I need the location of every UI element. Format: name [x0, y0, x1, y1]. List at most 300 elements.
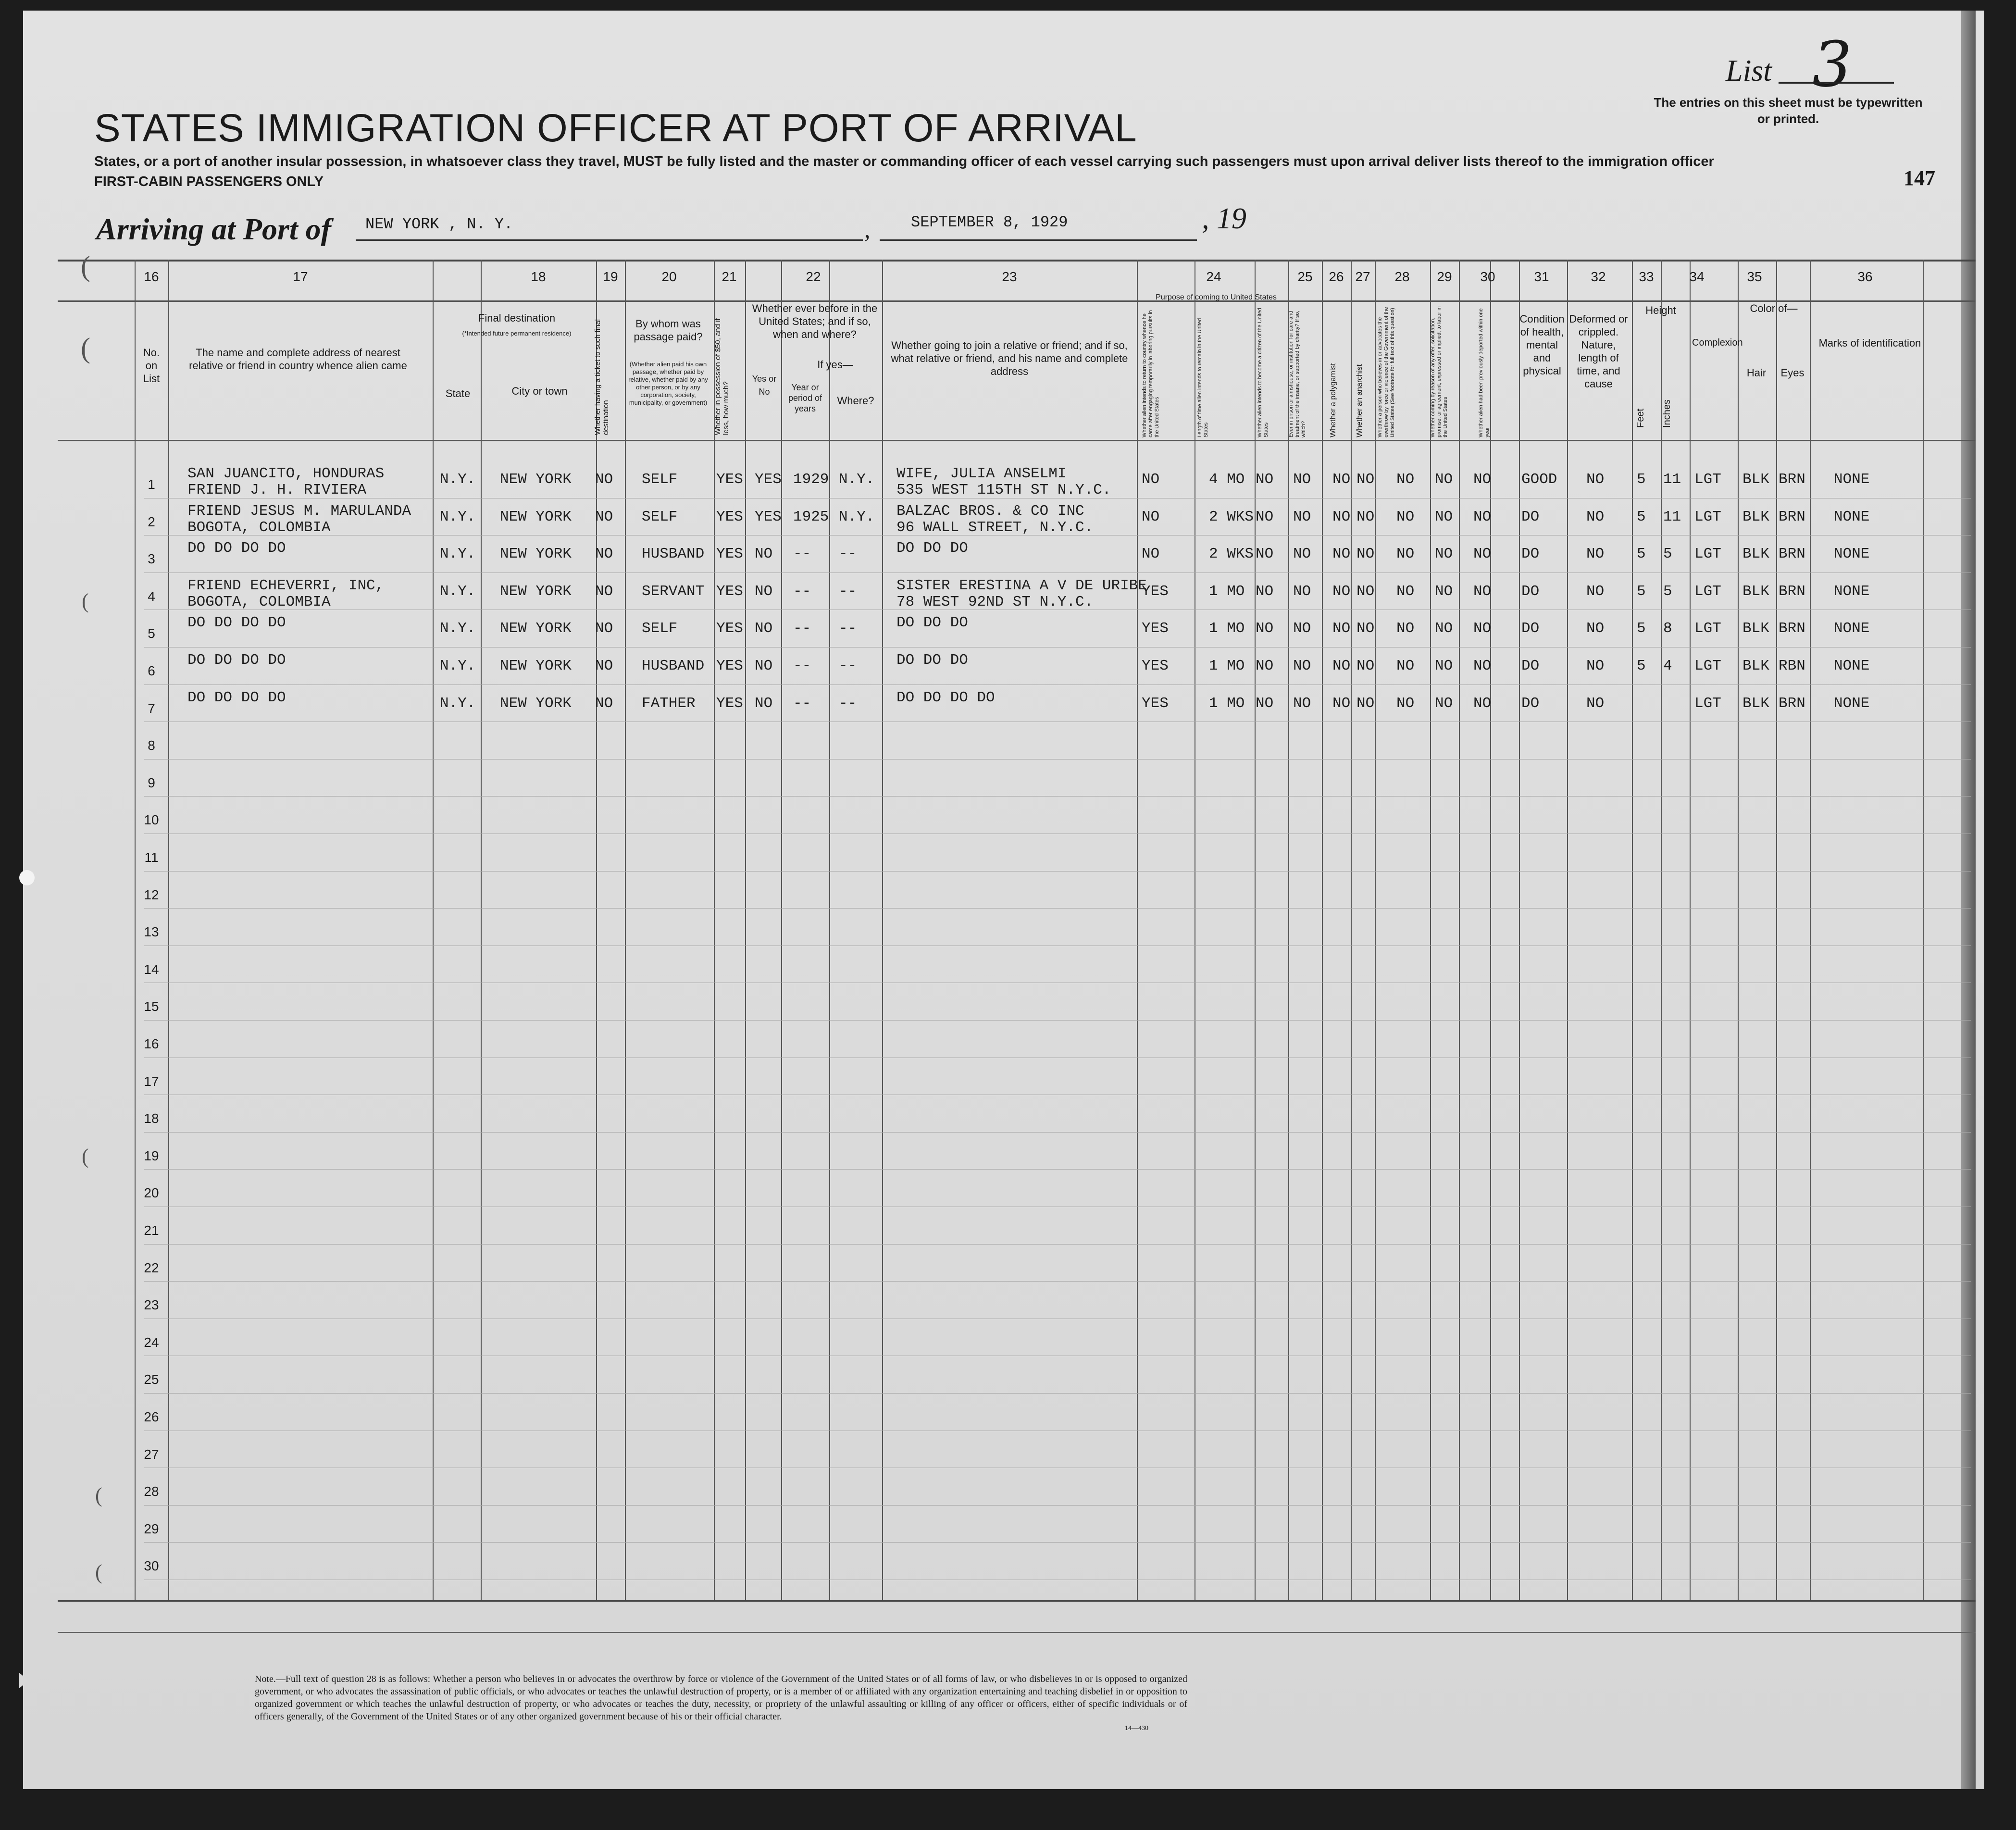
row-number: 14	[144, 961, 159, 977]
column-rule	[781, 260, 782, 1600]
cell-ticket: NO	[595, 695, 613, 712]
arriving-label: Arriving at Port of	[96, 212, 331, 246]
cell-ticket: NO	[595, 658, 613, 674]
hdr-passage-paid: By whom was passage paid?	[634, 318, 703, 343]
ring-mark: (	[82, 589, 89, 613]
column-number: 16	[144, 269, 159, 284]
cell-anarchist: NO	[1356, 471, 1375, 488]
cell-eyes: BRN	[1779, 695, 1805, 712]
column-number: 23	[1002, 269, 1017, 284]
cell-return: YES	[1142, 658, 1169, 674]
cell-complexion: LGT	[1694, 508, 1721, 525]
cell-join-1: SISTER ERESTINA A V DE URIBE	[896, 577, 1147, 594]
cell-q29: NO	[1435, 471, 1453, 488]
cell-year: --	[793, 546, 811, 563]
page-subtitle: States, or a port of another insular possession, in whatsoever class they travel, MUST be fully listed and the master or commanding officer of each vessel carrying such passengers must upon arrival deliver lists thereof to the immigration officer	[94, 154, 1714, 169]
column-number: 30	[1480, 269, 1495, 284]
cell-q30: NO	[1473, 508, 1492, 525]
hdr-prison: Ever in prison or almshouse, or institution for care and treatment of the insane, or supported by charity? If so, which?	[1288, 311, 1307, 437]
cell-join-2: 78 WEST 92ND ST N.Y.C.	[896, 593, 1094, 610]
cell-health: GOOD	[1521, 471, 1557, 488]
cell-deformed: NO	[1586, 620, 1605, 637]
hdr-condition: Condition of health, mental and physical	[1519, 313, 1565, 377]
cell-marks: NONE	[1834, 471, 1870, 488]
row-number: 12	[144, 887, 159, 902]
cell-eyes: BRN	[1779, 620, 1805, 637]
cell-polygamist: NO	[1332, 658, 1351, 674]
cell-inches: 4	[1663, 658, 1672, 674]
cell-join-2: 96 WALL STREET, N.Y.C.	[896, 519, 1094, 536]
cell-prison: NO	[1293, 546, 1311, 563]
hdr-no-on-list: No. on List	[143, 347, 160, 385]
cell-deformed: NO	[1586, 508, 1605, 525]
cell-fifty: YES	[716, 620, 743, 637]
column-rule	[1810, 260, 1811, 1600]
list-number: 3	[1812, 28, 1852, 101]
cell-marks: NONE	[1834, 620, 1870, 637]
column-number: 36	[1857, 269, 1873, 284]
hdr-feet: Feet	[1635, 408, 1646, 428]
cell-hair: BLK	[1742, 658, 1769, 674]
row-number: 8	[148, 738, 155, 753]
cell-citizen: NO	[1256, 695, 1274, 712]
hdr-anarchist: Whether an anarchist	[1356, 364, 1364, 437]
hdr-purpose: Purpose of coming to United States	[1156, 293, 1277, 301]
cell-citizen: NO	[1256, 546, 1274, 563]
cell-length: 1 MO	[1209, 583, 1245, 600]
hdr-year-period: Year or period of years	[788, 383, 822, 413]
cell-paid: HUSBAND	[642, 546, 705, 563]
cell-fifty: YES	[716, 508, 743, 525]
cell-length: 4 MO	[1209, 471, 1245, 488]
cell-hair: BLK	[1742, 583, 1769, 600]
row-number: 20	[144, 1185, 159, 1201]
header-top-rule	[58, 260, 1976, 261]
cell-return: YES	[1142, 583, 1169, 600]
cell-anarchist: NO	[1356, 658, 1375, 674]
cell-q28: NO	[1396, 695, 1415, 712]
cell-before: YES	[755, 471, 782, 488]
cell-eyes: BRN	[1779, 583, 1805, 600]
cell-feet: 5	[1637, 546, 1646, 563]
cell-q28: NO	[1396, 546, 1415, 563]
row-rule	[144, 1281, 1971, 1282]
hdr-hair: Hair	[1746, 367, 1767, 379]
table-bottom-rule	[58, 1600, 1976, 1602]
cell-state: N.Y.	[440, 695, 476, 712]
date-value: SEPTEMBER 8, 1929	[911, 213, 1068, 231]
row-number: 6	[148, 663, 155, 678]
column-rule	[1567, 260, 1568, 1600]
cell-where: --	[839, 546, 857, 563]
row-rule	[144, 1169, 1971, 1170]
cell-state: N.Y.	[440, 658, 476, 674]
row-number: 11	[144, 850, 159, 865]
cell-city: NEW YORK	[500, 508, 572, 525]
column-rule	[596, 260, 597, 1600]
cell-q28: NO	[1396, 620, 1415, 637]
cell-polygamist: NO	[1332, 508, 1351, 525]
column-rule	[1632, 260, 1633, 1600]
cell-return: YES	[1142, 620, 1169, 637]
hdr-purpose-a: Whether alien intends to return to country whence he came after engaging temporarily in laboring pursuits in the United States	[1142, 310, 1160, 437]
cell-anarchist: NO	[1356, 620, 1375, 637]
cell-anarchist: NO	[1356, 508, 1375, 525]
hdr-height: Height	[1645, 304, 1676, 316]
row-number: 26	[144, 1409, 159, 1424]
cell-polygamist: NO	[1332, 546, 1351, 563]
cell-return: NO	[1142, 546, 1160, 563]
cell-inches: 8	[1663, 620, 1672, 637]
column-number: 19	[603, 269, 618, 284]
cell-city: NEW YORK	[500, 471, 572, 488]
cell-fifty: YES	[716, 583, 743, 600]
row-number: 21	[144, 1223, 159, 1238]
cell-feet: 5	[1637, 658, 1646, 674]
cell-health: DO	[1521, 658, 1540, 674]
column-number: 25	[1297, 269, 1313, 284]
colnum-rule	[58, 300, 1976, 302]
cell-q29: NO	[1435, 546, 1453, 563]
cell-relative-1: FRIEND JESUS M. MARULANDA	[187, 502, 411, 520]
hdr-final-destination-note: (*Intended future permanent residence)	[462, 330, 572, 337]
cell-inches: 5	[1663, 546, 1672, 563]
cell-year: 1929	[793, 471, 829, 488]
cell-relative-2: BOGOTA, COLOMBIA	[187, 593, 331, 610]
cell-prison: NO	[1293, 695, 1311, 712]
hdr-inches: Inches	[1662, 399, 1672, 428]
cell-citizen: NO	[1256, 658, 1274, 674]
column-rule	[1255, 260, 1256, 1600]
cell-relative-2: BOGOTA, COLOMBIA	[187, 519, 331, 536]
cell-eyes: BRN	[1779, 546, 1805, 563]
cell-year: 1925	[793, 508, 829, 525]
cell-state: N.Y.	[440, 508, 476, 525]
footnote-rule	[58, 1632, 1976, 1633]
cell-year: --	[793, 695, 811, 712]
ring-mark: (	[82, 1145, 89, 1168]
cell-hair: BLK	[1742, 695, 1769, 712]
column-rule	[1288, 260, 1289, 1600]
hdr-fifty-dollars: Whether in possession of $50, and if less, how much?	[714, 318, 730, 435]
cell-join-1: DO DO DO	[896, 652, 968, 669]
cell-where: --	[839, 620, 857, 637]
cell-deformed: NO	[1586, 658, 1605, 674]
cell-deformed: NO	[1586, 583, 1605, 600]
hdr-final-destination: Final destination	[478, 312, 556, 324]
row-number: 10	[144, 812, 159, 828]
cell-length: 2 WKS	[1209, 508, 1254, 525]
cell-q29: NO	[1435, 620, 1453, 637]
cell-year: --	[793, 658, 811, 674]
cell-paid: HUSBAND	[642, 658, 705, 674]
cell-q30: NO	[1473, 583, 1492, 600]
cell-city: NEW YORK	[500, 583, 572, 600]
cell-q28: NO	[1396, 583, 1415, 600]
cell-eyes: BRN	[1779, 471, 1805, 488]
cell-hair: BLK	[1742, 508, 1769, 525]
ring-mark: (	[95, 1483, 102, 1507]
hdr-where: Where?	[837, 395, 874, 407]
cell-marks: NONE	[1834, 658, 1870, 674]
cell-hair: BLK	[1742, 546, 1769, 563]
form-code: 14—430	[1125, 1725, 1148, 1732]
column-number: 34	[1689, 269, 1705, 284]
cell-relative-2: FRIEND J. H. RIVIERA	[187, 482, 367, 498]
row-number: 24	[144, 1334, 159, 1350]
port-underline	[356, 239, 863, 241]
hdr-passage-paid-note: (Whether alien paid his own passage, whether paid by relative, whether paid by any other person, or by any corporation, society, municipality, or government)	[628, 361, 708, 406]
comma: ,	[864, 216, 871, 243]
cell-before: NO	[755, 658, 773, 674]
column-rule	[135, 260, 136, 1600]
column-rule	[1519, 260, 1520, 1600]
cell-return: YES	[1142, 695, 1169, 712]
cell-paid: SELF	[642, 508, 678, 525]
cell-length: 1 MO	[1209, 620, 1245, 637]
cell-fifty: YES	[716, 695, 743, 712]
hdr-state: State	[445, 387, 471, 399]
row-number: 9	[148, 775, 155, 790]
cell-inches: 11	[1663, 471, 1681, 488]
cell-q30: NO	[1473, 695, 1492, 712]
cell-ticket: NO	[595, 620, 613, 637]
row-rule	[144, 796, 1971, 797]
port-value: NEW YORK , N. Y.	[365, 215, 513, 233]
row-rule	[144, 1393, 1971, 1394]
cell-join-1: WIFE, JULIA ANSELMI	[896, 465, 1067, 482]
row-rule	[144, 1505, 1971, 1506]
list-underline	[1779, 82, 1894, 84]
cell-before: NO	[755, 583, 773, 600]
column-rule	[1459, 260, 1460, 1600]
row-number: 5	[148, 626, 155, 641]
column-rule	[1738, 260, 1739, 1600]
hdr-deformed: Deformed or crippled. Nature, length of time, and cause	[1569, 313, 1628, 390]
hdr-marks: Marks of identification	[1818, 337, 1921, 349]
cell-deformed: NO	[1586, 471, 1605, 488]
cell-join-1: DO DO DO DO	[896, 689, 995, 706]
cell-paid: SERVANT	[642, 583, 705, 600]
cell-complexion: LGT	[1694, 546, 1721, 563]
cell-anarchist: NO	[1356, 695, 1375, 712]
cell-q30: NO	[1473, 546, 1492, 563]
hdr-q29: Whether coming by reason of any offer, solicitation, promise, or agreement, expressed or implied, to labor in the United States	[1430, 306, 1448, 437]
row-number: 16	[144, 1036, 159, 1051]
column-rule	[829, 260, 830, 1600]
column-rule	[1923, 260, 1924, 1600]
cell-complexion: LGT	[1694, 471, 1721, 488]
cell-relative-1: DO DO DO DO	[187, 614, 286, 632]
cell-polygamist: NO	[1332, 620, 1351, 637]
cell-marks: NONE	[1834, 583, 1870, 600]
row-number: 25	[144, 1372, 159, 1387]
column-number: 22	[806, 269, 821, 284]
cell-join-1: DO DO DO	[896, 614, 968, 632]
cell-length: 1 MO	[1209, 695, 1245, 712]
cell-city: NEW YORK	[500, 658, 572, 674]
list-label: List	[1726, 53, 1772, 87]
cell-polygamist: NO	[1332, 695, 1351, 712]
column-rule	[1351, 260, 1352, 1600]
hdr-eyes: Eyes	[1780, 367, 1804, 379]
cell-hair: BLK	[1742, 620, 1769, 637]
hdr-color-of: Color of—	[1750, 302, 1798, 314]
hdr-if-yes: If yes—	[817, 359, 853, 371]
cell-fifty: YES	[716, 546, 743, 563]
cell-join-1: BALZAC BROS. & CO INC	[896, 502, 1084, 520]
column-rule	[1490, 260, 1491, 1600]
cell-polygamist: NO	[1332, 471, 1351, 488]
hdr-join-relative: Whether going to join a relative or friend; and if so, what relative or friend, and his name and complete address	[891, 339, 1128, 377]
column-rule	[882, 260, 883, 1600]
cell-eyes: RBN	[1779, 658, 1805, 674]
cell-where: --	[839, 583, 857, 600]
cell-anarchist: NO	[1356, 546, 1375, 563]
row-number: 2	[148, 514, 155, 529]
column-rule	[745, 260, 746, 1600]
cell-where: N.Y.	[839, 508, 875, 525]
cell-q28: NO	[1396, 508, 1415, 525]
footnote: Note.—Full text of question 28 is as follows: Whether a person who believes in or advocates the overthrow by force or violence of the Government of the United States or of all forms of law, or who disbelieves in or is opposed to organized government, or who advocates the assassination of public officials, or who advocates or teaches the unlawful destruction of property, or is a member of or affiliated with any organization entertaining and teaching disbelief in or opposition to organized government or which teaches the unlawful destruction of property, or who advocates or teaches the duty, necessity, or propriety of the unlawful assaulting or killing of any officer or officers, either of specific individuals or of officers generally, of the Government of the United States or of any other organized government because of his or their official character.	[255, 1674, 1187, 1722]
cell-q29: NO	[1435, 658, 1453, 674]
cell-complexion: LGT	[1694, 695, 1721, 712]
binder-hole	[19, 870, 35, 885]
cell-ticket: NO	[595, 471, 613, 488]
cell-relative-1: DO DO DO DO	[187, 689, 286, 706]
cell-join-1: DO DO DO	[896, 540, 968, 557]
cell-deformed: NO	[1586, 695, 1605, 712]
row-number: 1	[148, 477, 155, 492]
row-number: 4	[148, 588, 155, 604]
column-number: 28	[1394, 269, 1410, 284]
column-number: 27	[1355, 269, 1370, 284]
cell-health: DO	[1521, 695, 1540, 712]
row-rule	[144, 908, 1971, 909]
row-number: 28	[144, 1484, 159, 1499]
cell-before: NO	[755, 620, 773, 637]
cell-eyes: BRN	[1779, 508, 1805, 525]
cell-marks: NONE	[1834, 546, 1870, 563]
cell-fifty: YES	[716, 471, 743, 488]
hdr-nearest-relative: The name and complete address of nearest relative or friend in country whence alien came	[189, 347, 407, 372]
row-number: 19	[144, 1148, 159, 1163]
ring-mark: (	[81, 250, 90, 282]
cell-citizen: NO	[1256, 471, 1274, 488]
cell-paid: FATHER	[642, 695, 696, 712]
row-number: 13	[144, 924, 159, 940]
typewritten-note: The entries on this sheet must be typewritten or printed.	[1654, 95, 1923, 126]
cell-q29: NO	[1435, 508, 1453, 525]
column-number: 35	[1747, 269, 1762, 284]
cell-feet: 5	[1637, 583, 1646, 600]
cell-prison: NO	[1293, 583, 1311, 600]
cell-where: --	[839, 658, 857, 674]
cell-length: 2 WKS	[1209, 546, 1254, 563]
hdr-q28: Whether a person who believes in or advocates the overthrow by force or violence of the Government of the United States (See footnote for full text of this question)	[1377, 307, 1395, 437]
column-rule	[1137, 260, 1138, 1600]
cell-health: DO	[1521, 546, 1540, 563]
cell-hair: BLK	[1742, 471, 1769, 488]
cell-relative-1: SAN JUANCITO, HONDURAS	[187, 465, 385, 482]
cell-inches: 11	[1663, 508, 1681, 525]
cell-health: DO	[1521, 583, 1540, 600]
column-rule	[1690, 260, 1691, 1600]
cell-q30: NO	[1473, 620, 1492, 637]
edge-mark	[19, 1673, 29, 1688]
column-number: 26	[1329, 269, 1344, 284]
page-number: 147	[1904, 166, 1935, 190]
row-number: 22	[144, 1260, 159, 1275]
cell-anarchist: NO	[1356, 583, 1375, 600]
hdr-polygamist: Whether a polygamist	[1329, 363, 1337, 437]
column-number: 21	[722, 269, 737, 284]
row-number: 17	[144, 1073, 159, 1089]
row-rule	[144, 1244, 1971, 1245]
row-number: 18	[144, 1111, 159, 1126]
cell-prison: NO	[1293, 658, 1311, 674]
column-rule	[168, 260, 169, 1600]
hdr-purpose-c: Whether alien intends to become a citizen of the United States	[1257, 308, 1269, 437]
cell-health: DO	[1521, 508, 1540, 525]
cell-q30: NO	[1473, 471, 1492, 488]
cell-complexion: LGT	[1694, 620, 1721, 637]
cell-feet: 5	[1637, 508, 1646, 525]
cell-q28: NO	[1396, 658, 1415, 674]
row-number: 15	[144, 999, 159, 1014]
cell-marks: NONE	[1834, 508, 1870, 525]
cell-relative-1: DO DO DO DO	[187, 540, 286, 557]
cell-health: DO	[1521, 620, 1540, 637]
cell-city: NEW YORK	[500, 620, 572, 637]
cell-year: --	[793, 583, 811, 600]
header-bottom-rule	[58, 440, 1976, 441]
cell-relative-1: FRIEND ECHEVERRI, INC,	[187, 577, 385, 594]
hdr-purpose-b: Length of time alien intends to remain in the United States	[1197, 318, 1209, 437]
row-number: 27	[144, 1446, 159, 1462]
row-number: 30	[144, 1558, 159, 1574]
cell-ticket: NO	[595, 546, 613, 563]
cell-ticket: NO	[595, 583, 613, 600]
cell-inches: 5	[1663, 583, 1672, 600]
row-rule	[144, 1132, 1971, 1133]
cell-city: NEW YORK	[500, 546, 572, 563]
cell-before: NO	[755, 695, 773, 712]
column-rule	[625, 260, 626, 1600]
column-number: 32	[1591, 269, 1606, 284]
cell-city: NEW YORK	[500, 695, 572, 712]
cell-q29: NO	[1435, 583, 1453, 600]
cell-complexion: LGT	[1694, 658, 1721, 674]
cell-before: NO	[755, 546, 773, 563]
column-rule	[433, 260, 434, 1600]
column-rule	[1776, 260, 1777, 1600]
column-number: 18	[531, 269, 546, 284]
cell-relative-1: DO DO DO DO	[187, 652, 286, 669]
class-line: FIRST-CABIN PASSENGERS ONLY	[94, 174, 324, 189]
cell-before: YES	[755, 508, 782, 525]
ring-mark: (	[95, 1560, 102, 1584]
cell-ticket: NO	[595, 508, 613, 525]
cell-join-2: 535 WEST 115TH ST N.Y.C.	[896, 482, 1111, 498]
cell-paid: SELF	[642, 471, 678, 488]
column-rule	[714, 260, 715, 1600]
hdr-complexion: Complexion	[1692, 337, 1743, 348]
cell-feet: 5	[1637, 620, 1646, 637]
cell-q29: NO	[1435, 695, 1453, 712]
cell-complexion: LGT	[1694, 583, 1721, 600]
cell-fifty: YES	[716, 658, 743, 674]
